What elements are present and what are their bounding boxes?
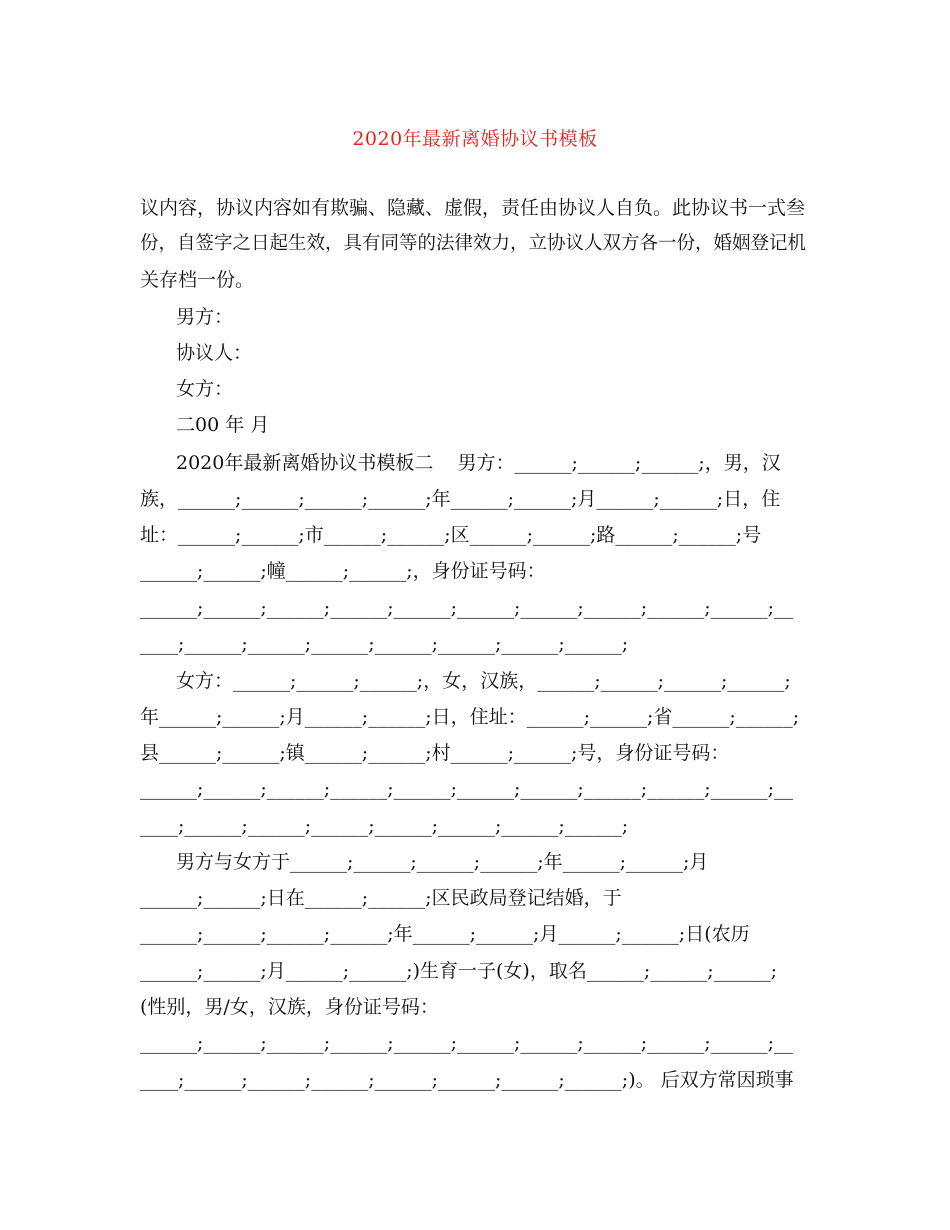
paragraph-line: 县______;______;镇______;______;村______;______;号，身份证号码：: [140, 742, 730, 764]
paragraph-line: 址：______;______;市______;______;区______;______;路______;______;号: [140, 524, 762, 546]
paragraph-line: 份，自签字之日起生效，具有同等的法律效力，立协议人双方各一份，婚姻登记机: [140, 233, 807, 254]
paragraph-line: ______;______;幢______;______;，身份证号码：: [140, 560, 546, 582]
paragraph-line: ____;______;______;______;______;______;______;______;: [140, 815, 629, 837]
date-line: 二00 年 月: [176, 414, 270, 436]
paragraph-line: 男方与女方于______;______;______;______;年______;______;月: [176, 851, 709, 873]
signature-label-female: 女方：: [176, 378, 234, 400]
paragraph-line: ______;______;日在______;______;区民政局登记结婚，于: [140, 887, 622, 909]
paragraph-line: 2020年最新离婚协议书模板二 男方：______;______;______;，男，汉: [176, 452, 781, 474]
paragraph-line: ______;______;______;______;年______;______;月______;______;日(农历: [140, 923, 750, 945]
paragraph-line: ______;______;______;______;______;______;______;______;______;______;__: [140, 1032, 794, 1054]
paragraph-line: 关存档一份。: [140, 269, 255, 291]
paragraph-line: ______;______;月______;______;)生育一子(女)，取名______;______;______;: [140, 960, 778, 982]
signature-label-parties: 协议人：: [176, 342, 253, 364]
paragraph-line: ______;______;______;______;______;______;______;______;______;______;__: [140, 778, 794, 800]
paragraph-line: (性别，男/女，汉族，身份证号码：: [140, 996, 439, 1018]
paragraph-line: ______;______;______;______;______;______;______;______;______;______;__: [140, 597, 794, 619]
paragraph-line: 年______;______;月______;______;日，住址：______;______;省______;______;: [140, 706, 800, 728]
paragraph-line: 女方：______;______;______;，女，汉族，______;______;______;______;: [176, 670, 791, 692]
paragraph-line: ____;______;______;______;______;______;______;______;: [140, 633, 629, 655]
paragraph-line: 族，______;______;______;______;年______;______;月______;______;日，住: [140, 488, 781, 510]
page-title: 2020年最新离婚协议书模板: [352, 128, 598, 150]
paragraph-line: 议内容，协议内容如有欺骗、隐藏、虚假，责任由协议人自负。此协议书一式叁: [140, 197, 806, 219]
signature-label-male: 男方：: [176, 306, 234, 328]
paragraph-line: ____;______;______;______;______;______;______;______;)。 后双方常因琐事: [140, 1069, 794, 1091]
